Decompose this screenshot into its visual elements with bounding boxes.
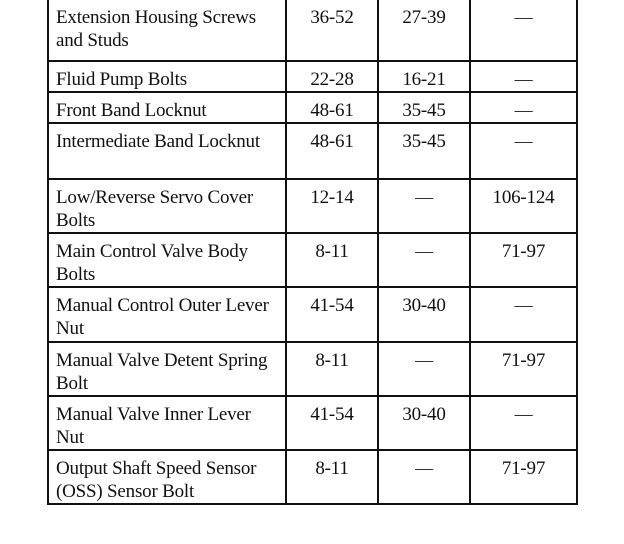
row-value-2: —: [378, 233, 470, 287]
row-value-1: 48-61: [286, 123, 378, 179]
row-value-3: —: [470, 123, 577, 179]
row-value-1: 8-11: [286, 233, 378, 287]
row-value-1: 36-52: [286, 0, 378, 61]
row-value-1: 8-11: [286, 450, 378, 504]
table-row: [48, 123, 577, 179]
row-value-3: 71-97: [470, 450, 577, 504]
table-row: [48, 450, 577, 504]
row-value-2: —: [378, 450, 470, 504]
row-value-2: 35-45: [378, 123, 470, 179]
row-description: Intermediate Band Locknut: [48, 123, 286, 179]
row-description: Front Band Locknut: [48, 92, 286, 123]
row-value-2: 16-21: [378, 61, 470, 92]
table-row: [48, 396, 577, 450]
row-value-2: 30-40: [378, 396, 470, 450]
row-description: Manual Valve Detent Spring Bolt: [48, 342, 286, 396]
table-row: [48, 92, 577, 123]
row-value-1: 22-28: [286, 61, 378, 92]
table-row: [48, 61, 577, 92]
row-value-2: 30-40: [378, 287, 470, 342]
row-value-1: 48-61: [286, 92, 378, 123]
row-description: Fluid Pump Bolts: [48, 61, 286, 92]
row-description: Output Shaft Speed Sensor (OSS) Sensor Bolt: [48, 450, 286, 504]
row-value-3: —: [470, 0, 577, 61]
row-value-3: 106-124: [470, 179, 577, 233]
row-description: Extension Housing Screws and Studs: [48, 0, 286, 61]
row-description: Manual Control Outer Lever Nut: [48, 287, 286, 342]
row-value-3: 71-97: [470, 342, 577, 396]
row-description: Low/Reverse Servo Cover Bolts: [48, 179, 286, 233]
row-description: Main Control Valve Body Bolts: [48, 233, 286, 287]
table-row: [48, 0, 577, 61]
row-value-3: —: [470, 287, 577, 342]
row-description: Manual Valve Inner Lever Nut: [48, 396, 286, 450]
row-value-2: 35-45: [378, 92, 470, 123]
row-value-3: 71-97: [470, 233, 577, 287]
table-row: [48, 342, 577, 396]
row-value-3: —: [470, 92, 577, 123]
row-value-1: 41-54: [286, 396, 378, 450]
table-row: [48, 287, 577, 342]
row-value-2: —: [378, 179, 470, 233]
row-value-1: 8-11: [286, 342, 378, 396]
row-value-2: —: [378, 342, 470, 396]
row-value-3: —: [470, 61, 577, 92]
table-row: [48, 233, 577, 287]
row-value-1: 41-54: [286, 287, 378, 342]
torque-spec-table: [47, 0, 578, 505]
table-row: [48, 179, 577, 233]
row-value-2: 27-39: [378, 0, 470, 61]
row-value-1: 12-14: [286, 179, 378, 233]
row-value-3: —: [470, 396, 577, 450]
